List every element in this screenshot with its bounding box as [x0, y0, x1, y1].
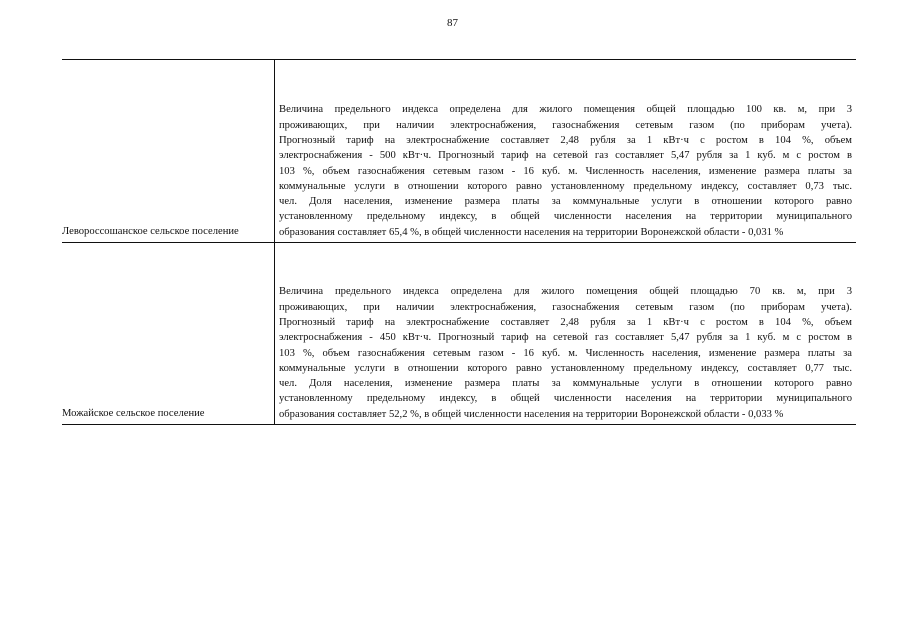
- description-line: проживающих, при наличии электроснабжения, газоснабжения сетевым газом (по приборам учета).: [279, 119, 852, 131]
- settlement-name: Можайское сельское поселение: [62, 408, 205, 419]
- settlement-name-cell: [62, 243, 274, 424]
- description-line: электроснабжения - 500 кВт·ч. Прогнозный тариф на сетевой газ составляет 5,47 рубля за 1 куб. м с ростом в: [279, 150, 852, 162]
- settlement-description-cell: [274, 60, 856, 242]
- description-line: коммунальные услуги в отношении которого равно установленному предельному индексу, составляет 0,77 тыс.: [279, 362, 852, 374]
- table-row: [62, 60, 856, 243]
- description-line: чел. Доля населения, изменение размера платы за коммунальные услуги в отношении которого равно: [279, 196, 852, 208]
- description-line: проживающих, при наличии электроснабжения, газоснабжения сетевым газом (по приборам учета).: [279, 301, 852, 313]
- settlement-name: Левороссошанское сельское поселение: [62, 226, 239, 237]
- description-line: 103 %, объем газоснабжения сетевым газом - 16 куб. м. Численность населения, изменение размера платы за: [279, 165, 852, 177]
- description-line: коммунальные услуги в отношении которого равно установленному предельному индексу, составляет 0,73 тыс.: [279, 180, 852, 192]
- description-line: образования составляет 65,4 %, в общей численности населения на территории Воронежской области - 0,031 %: [279, 226, 784, 238]
- description-line: установленному предельному индексу, в общей численности населения на территории муниципального: [279, 393, 852, 405]
- description-line: электроснабжения - 450 кВт·ч. Прогнозный тариф на сетевой газ составляет 5,47 рубля за 1 куб. м с ростом в: [279, 332, 852, 344]
- description-line: 103 %, объем газоснабжения сетевым газом - 16 куб. м. Численность населения, изменение размера платы за: [279, 347, 852, 359]
- settlements-table: [62, 59, 856, 425]
- description-line: образования составляет 52,2 %, в общей численности населения на территории Воронежской области - 0,033 %: [279, 408, 784, 420]
- table-row: [62, 243, 856, 425]
- settlement-name-cell: [62, 60, 274, 242]
- description-line: установленному предельному индексу, в общей численности населения на территории муниципального: [279, 211, 852, 223]
- description-line: Прогнозный тариф на электроснабжение составляет 2,48 рубля за 1 кВт·ч с ростом в 104 %, объем: [279, 134, 852, 146]
- description-line: Величина предельного индекса определена для жилого помещения общей площадью 70 кв. м, при 3: [279, 286, 852, 298]
- page-number: 87: [447, 17, 458, 29]
- settlement-description-cell: [274, 243, 856, 424]
- description-line: чел. Доля населения, изменение размера платы за коммунальные услуги в отношении которого равно: [279, 378, 852, 390]
- description-line: Величина предельного индекса определена для жилого помещения общей площадью 100 кв. м, при 3: [279, 104, 852, 116]
- description-line: Прогнозный тариф на электроснабжение составляет 2,48 рубля за 1 кВт·ч с ростом в 104 %, объем: [279, 316, 852, 328]
